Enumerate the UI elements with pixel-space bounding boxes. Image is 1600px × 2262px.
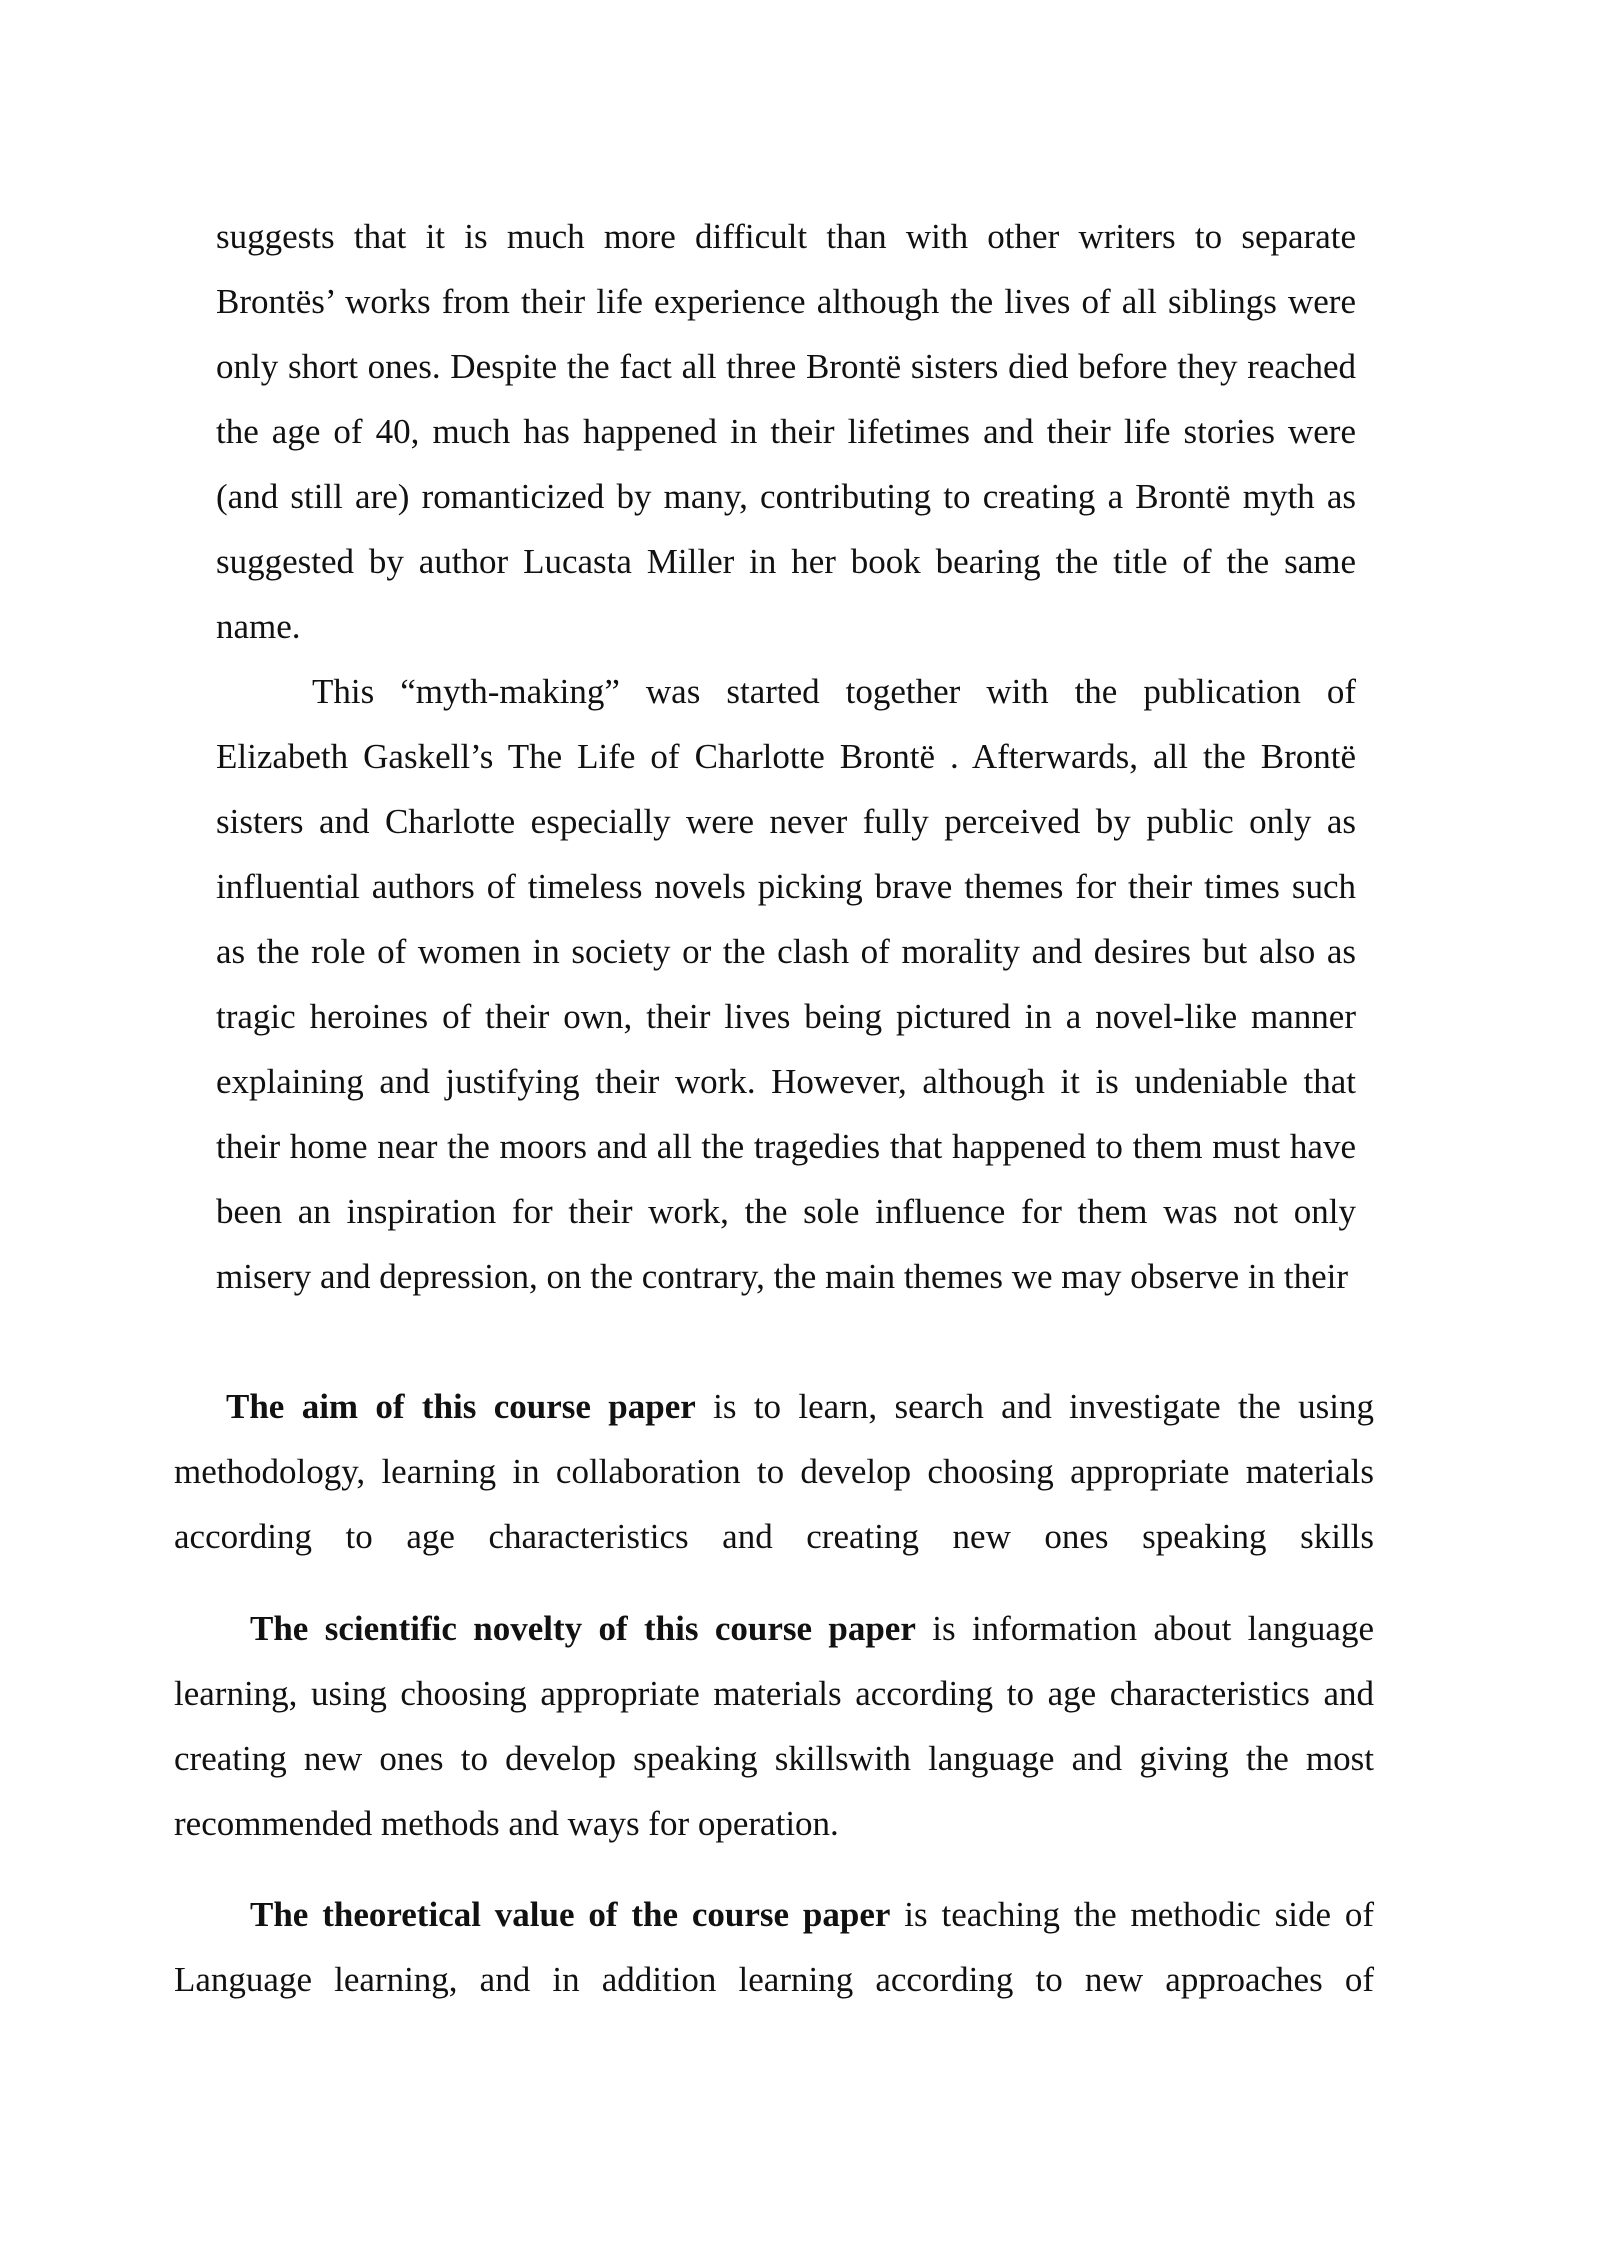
paragraph-aim xyxy=(174,1374,1374,1569)
aim-heading: The aim of this course paper xyxy=(226,1387,696,1426)
literature-discussion xyxy=(216,204,1356,1309)
paragraph-theoretical xyxy=(174,1882,1374,2012)
novelty-heading: The scientific novelty of this course paper xyxy=(250,1609,916,1648)
theoretical-heading: The theoretical value of the course paper xyxy=(250,1895,891,1934)
aim-section xyxy=(174,1374,1374,1569)
aim-text: is to learn, search and investigate the using methodology, learning in collaboration to develop choosing appropriate materials according to age characteristics and creating new ones speaking skills xyxy=(174,1387,1374,1556)
novelty-section xyxy=(174,1596,1374,1856)
theoretical-text: is teaching the methodic side of Language learning, and in addition learning according to new approaches of xyxy=(174,1895,1374,1999)
novelty-text: is information about language learning, using choosing appropriate materials according to age characteristics and creating new ones to develop speaking skillswith language and giving the most recommended methods and ways for operation. xyxy=(174,1609,1374,1843)
theoretical-section xyxy=(174,1882,1374,2012)
paragraph-novelty xyxy=(174,1596,1374,1856)
paragraph-bronte-myth: suggests that it is much more difficult than with other writers to separate Brontës’ works from their life experience although the lives of all siblings were only short ones. Despite the fact all three Brontë sisters died before they reached the age of 40, much has happened in their lifetimes and their life stories were (and still are) romanticized by many, contributing to creating a Brontë myth as suggested by author Lucasta Miller in her book bearing the title of the same name. xyxy=(216,217,1356,646)
paragraph-myth-making: This “myth-making” was started together with the publication of Elizabeth Gaskell’s The Life of Charlotte Brontë . Afterwards, all the Brontë sisters and Charlotte especially were never fully perceived by public only as influential authors of timeless novels picking brave themes for their times such as the role of women in society or the clash of morality and desires but also as tragic heroines of their own, their lives being pictured in a novel-like manner explaining and justifying their work. However, although it is undeniable that their home near the moors and all the tragedies that happened to them must have been an inspiration for their work, the sole influence for them was not only misery and depression, on the contrary, the main themes we may observe in their xyxy=(216,672,1356,1296)
